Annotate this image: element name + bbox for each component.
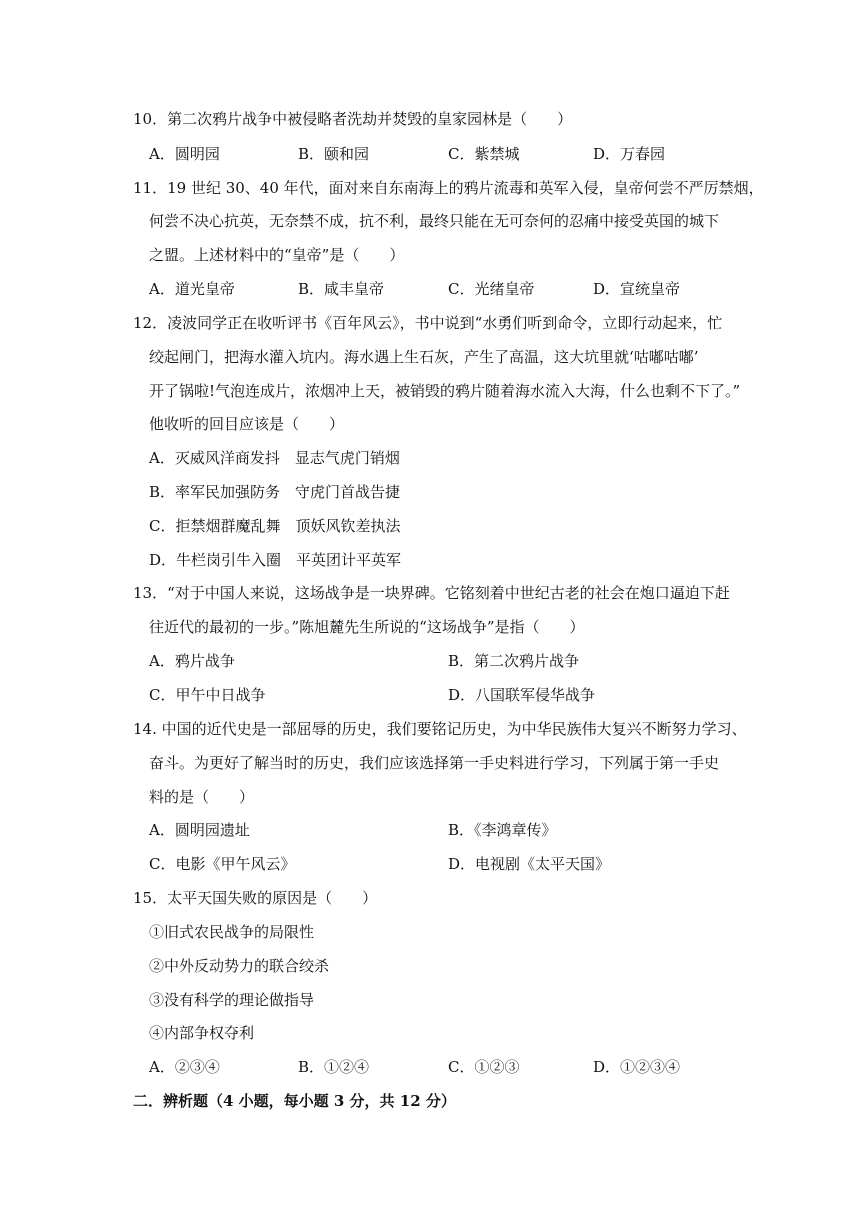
q12-option-c: C．拒禁烟群魔乱舞 顶妖风钦差执法 bbox=[149, 517, 401, 535]
q12-stem-line-4: 他收听的回目应该是（ ） bbox=[149, 415, 345, 433]
q13-option-c: C．甲午中日战争 bbox=[149, 686, 266, 704]
q11-option-c: C．光绪皇帝 bbox=[448, 280, 535, 298]
q14-option-b: B．《李鸿章传》 bbox=[448, 821, 557, 839]
q14-option-c: C．电影《甲午风云》 bbox=[149, 855, 296, 873]
q13-stem-line-1: 13．“对于中国人来说，这场战争是一块界碑。它铭刻着中世纪古老的社会在炮口逼迫下赶 bbox=[133, 584, 730, 602]
q14-stem-line-3: 料的是（ ） bbox=[149, 788, 255, 806]
q15-item-1: ①旧式农民战争的局限性 bbox=[149, 923, 315, 941]
q14-stem-line-1: 14. 中国的近代史是一部屈辱的历史，我们要铭记历史，为中华民族伟大复兴不断努力学习、 bbox=[133, 720, 747, 738]
q15-option-c: C．①②③ bbox=[448, 1058, 520, 1076]
q11-option-d: D．宣统皇帝 bbox=[593, 280, 681, 298]
q15-item-3: ③没有科学的理论做指导 bbox=[149, 991, 315, 1009]
q12-option-a: A．灭威风洋商发抖 显志气虎门销烟 bbox=[149, 449, 400, 467]
q11-option-b: B．咸丰皇帝 bbox=[298, 280, 385, 298]
q13-option-a: A．鸦片战争 bbox=[149, 652, 235, 670]
q12-stem-line-2: 绞起闸门，把海水灌入坑内。海水遇上生石灰，产生了高温，这大坑里就‘咕嘟咕嘟’ bbox=[149, 348, 699, 366]
q11-stem-line-2: 何尝不决心抗英，无奈禁不成，抗不利，最终只能在无可奈何的忍痛中接受英国的城下 bbox=[149, 212, 720, 230]
q12-stem-line-1: 12．凌波同学正在收听评书《百年风云》，书中说到“水勇们听到命令，立即行动起来，忙 bbox=[133, 314, 723, 332]
q11-stem-line-1: 11．19 世纪 30、40 年代，面对来自东南海上的鸦片流毒和英军入侵，皇帝何尝不严厉禁烟， bbox=[133, 179, 764, 197]
q15-option-d: D．①②③④ bbox=[593, 1058, 681, 1076]
q10-option-b: B．颐和园 bbox=[298, 145, 370, 163]
q12-stem-line-3: 开了锅啦!气泡连成片，浓烟冲上天，被销毁的鸦片随着海水流入大海，什么也剩不下了。” bbox=[149, 382, 741, 400]
section-2-heading: 二．辨析题（4 小题，每小题 3 分，共 12 分） bbox=[133, 1092, 456, 1110]
q15-option-b: B．①②④ bbox=[298, 1058, 370, 1076]
q14-option-a: A．圆明园遗址 bbox=[149, 821, 250, 839]
q14-stem-line-2: 奋斗。为更好了解当时的历史，我们应该选择第一手史料进行学习，下列属于第一手史 bbox=[149, 754, 720, 772]
q11-option-a: A．道光皇帝 bbox=[149, 280, 235, 298]
q13-option-b: B．第二次鸦片战争 bbox=[448, 652, 580, 670]
q10-stem: 10．第二次鸦片战争中被侵略者洗劫并焚毁的皇家园林是（ ） bbox=[133, 110, 573, 128]
q10-option-d: D．万春园 bbox=[593, 145, 666, 163]
q14-option-d: D．电视剧《太平天国》 bbox=[448, 855, 611, 873]
q15-item-4: ④内部争权夺利 bbox=[149, 1024, 255, 1042]
q15-item-2: ②中外反动势力的联合绞杀 bbox=[149, 957, 330, 975]
q10-option-c: C．紫禁城 bbox=[448, 145, 520, 163]
q13-stem-line-2: 往近代的最初的一步。”陈旭麓先生所说的“这场战争”是指（ ） bbox=[149, 618, 585, 636]
q15-stem: 15．太平天国失败的原因是（ ） bbox=[133, 889, 378, 907]
q15-option-a: A．②③④ bbox=[149, 1058, 220, 1076]
q11-stem-line-3: 之盟。上述材料中的“皇帝”是（ ） bbox=[149, 246, 405, 264]
q13-option-d: D．八国联军侵华战争 bbox=[448, 686, 596, 704]
q12-option-b: B．率军民加强防务 守虎门首战告捷 bbox=[149, 483, 401, 501]
q10-option-a: A．圆明园 bbox=[149, 145, 220, 163]
q12-option-d: D．牛栏岗引牛入圈 平英团计平英军 bbox=[149, 551, 402, 569]
